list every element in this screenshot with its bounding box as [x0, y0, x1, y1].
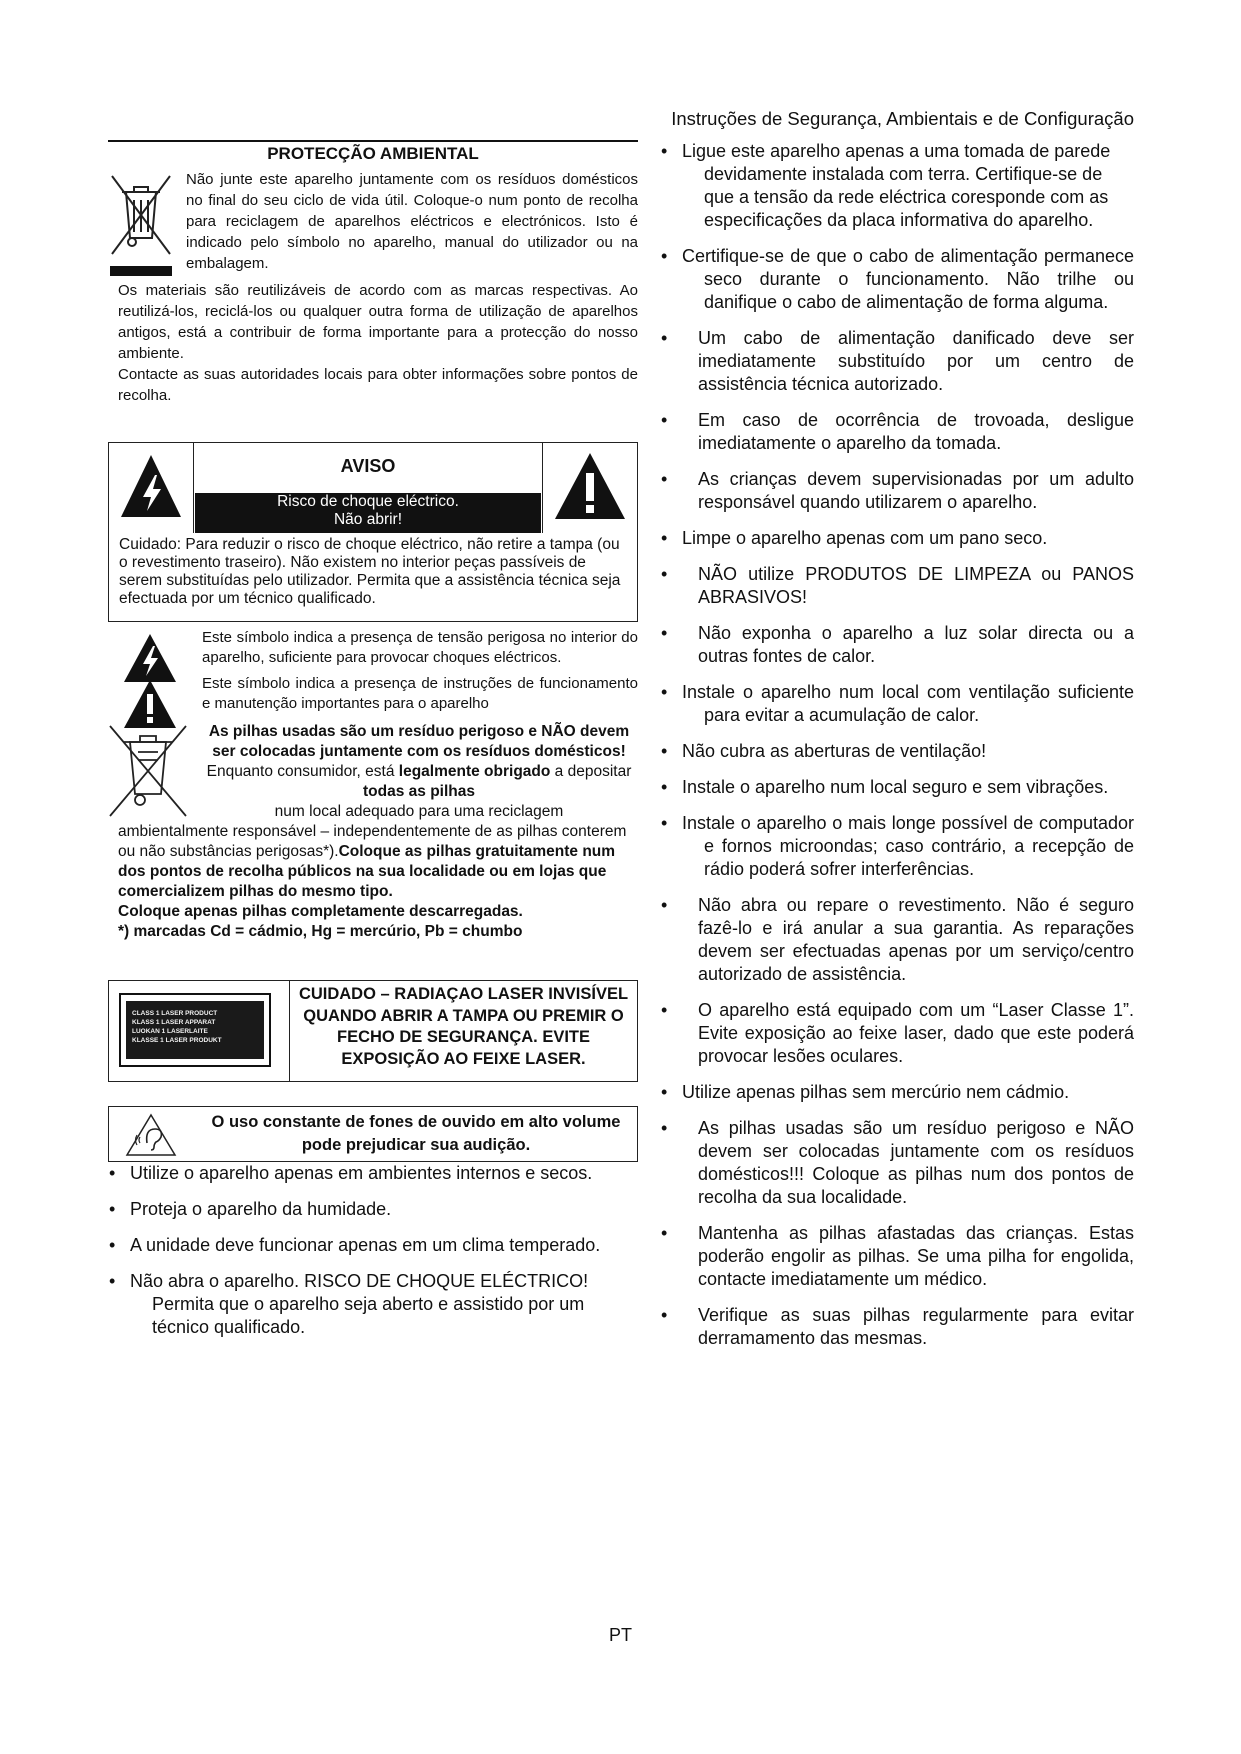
laser-label-line: LUOKAN 1 LASERLAITE: [132, 1028, 208, 1035]
list-item-text: • Instale o aparelho num local com ventilação suficiente para evitar a acumulação de calor.: [682, 682, 1134, 725]
hearing-warning-box: [108, 1106, 638, 1162]
list-item: [660, 740, 1134, 763]
list-item-text: • Um cabo de alimentação danificado deve ser imediatamente substituído por um centro de assistência técnica autorizado.: [698, 328, 1134, 394]
battery-bold-1: As pilhas usadas são um resíduo perigoso e NÃO devem ser colocadas juntamente com os resíduos domésticos!: [208, 723, 630, 760]
list-item: [660, 1304, 1134, 1350]
list-item: [660, 527, 1134, 550]
aviso-band-line1: Risco de choque eléctrico.: [277, 493, 459, 510]
environment-intro-block: [108, 166, 638, 278]
list-item-text: • Ligue este aparelho apenas a uma tomada de parede devidamente instalada com terra. Certifique-se de que a tensão da rede eléctrica coresponde com as especificações da placa informativa do aparelho.: [682, 141, 1111, 230]
laser-class-label: [119, 993, 271, 1067]
list-item-text: • A unidade deve funcionar apenas em um clima temperado.: [130, 1235, 601, 1255]
list-item-text: • Não abra ou repare o revestimento. Não é seguro fazê-lo e irá anular a sua garantia. As reparações devem ser efectuadas apenas por um serviço/centro autorizado de assistência.: [698, 895, 1134, 984]
list-item: [660, 622, 1134, 668]
laser-class-label-inner: [126, 1001, 264, 1059]
list-item-text: • Certifique-se de que o cabo de alimentação permanece seco durante o funcionamento. Não trilhe ou danifique o cabo de alimentação de forma alguma.: [682, 246, 1134, 312]
aviso-title: AVISO: [340, 456, 396, 476]
list-item: [660, 681, 1134, 727]
aviso-caution-text: Cuidado: Para reduzir o risco de choque eléctrico, não retire a tampa (ou o revestimento traseiro). Não existem no interior peças passíveis de serem substituídas pelo utilizador. Permita que a assistência técnica seja efectuada por um técnico qualificado.: [119, 536, 621, 607]
battery-text-3: num local adequado para uma reciclagem: [274, 803, 564, 820]
laser-label-line: KLASS 1 LASER APPARAT: [132, 1019, 216, 1026]
aviso-center-cell: [195, 443, 541, 533]
battery-text-4: ambientalmente responsável – independentemente de as pilhas conterem ou não substâncias perigosas*).: [118, 823, 627, 860]
battery-bold-5: Coloque apenas pilhas completamente descarregadas.: [118, 903, 523, 920]
list-item-text: • Instale o aparelho o mais longe possível de computador e fornos microondas; caso contrário, a recepção de rádio poderá sofrer interferências.: [682, 813, 1134, 879]
list-item: [660, 140, 1134, 232]
instructions-symbol-row: [108, 674, 638, 714]
list-item-text: • Mantenha as pilhas afastadas das crianças. Estas poderão engolir as pilhas. Se uma pilha for engolida, contacte imediatamente um médico.: [698, 1223, 1134, 1289]
battery-bold-3: todas as pilhas: [363, 783, 475, 800]
exclamation-warning-icon: [543, 443, 637, 533]
aviso-left-cell: [109, 443, 194, 533]
aviso-band: [195, 493, 541, 533]
page-footer-language: PT: [608, 1625, 632, 1645]
battery-bold-2: legalmente obrigado: [398, 763, 551, 780]
list-item-text: • Instale o aparelho num local seguro e sem vibrações.: [682, 777, 1109, 797]
weee-crossed-bin-icon: [108, 170, 174, 278]
battery-crossed-bin-icon: [108, 724, 188, 818]
list-item-text: • Verifique as suas pilhas regularmente para evitar derramamento das mesmas.: [698, 1305, 1134, 1348]
environment-intro-text: Não junte este aparelho juntamente com os resíduos domésticos no final do seu ciclo de vida útil. Coloque-o num ponto de recolha para reciclagem de aparelhos eléctricos e electrónicos. Isto é indicado pelo símbolo no aparelho, manual do utilizador ou na embalagem.: [186, 171, 638, 272]
aviso-warning-box: [108, 442, 638, 622]
environment-body: [108, 280, 638, 406]
instructions-symbol-text: Este símbolo indica a presença de instruções de funcionamento e manutenção importantes para o aparelho: [202, 675, 638, 712]
list-item: [108, 1234, 638, 1257]
left-column: [108, 140, 638, 1352]
list-item: [108, 1162, 638, 1185]
battery-text-1: Enquanto consumidor, está: [206, 763, 395, 780]
page-header-title: Instruções de Segurança, Ambientais e de Configuração: [671, 108, 1134, 129]
right-column: [660, 140, 1134, 1363]
hearing-warning-icon: [125, 1113, 177, 1157]
list-item: [660, 409, 1134, 455]
battery-bold-6: *) marcadas Cd = cádmio, Hg = mercúrio, Pb = chumbo: [118, 923, 523, 940]
list-item: [660, 245, 1134, 314]
list-item: [108, 1270, 638, 1339]
list-item-text: • O aparelho está equipado com um “Laser Classe 1”. Evite exposição ao feixe laser, dado que este poderá provocar lesões oculares.: [698, 1000, 1134, 1066]
list-item-text: • Utilize apenas pilhas sem mercúrio nem cádmio.: [682, 1082, 1070, 1102]
environment-contact-text: Contacte as suas autoridades locais para obter informações sobre pontos de recolha.: [118, 366, 638, 404]
list-item: [660, 1081, 1134, 1104]
list-item: [660, 468, 1134, 514]
battery-details: [108, 822, 638, 942]
hearing-warning-text: O uso constante de fones de ouvido em alto volume pode prejudicar sua audição.: [211, 1113, 621, 1154]
list-item-text: • NÃO utilize PRODUTOS DE LIMPEZA ou PANOS ABRASIVOS!: [698, 564, 1134, 607]
list-item: [660, 327, 1134, 396]
laser-label-line: CLASS 1 LASER PRODUCT: [132, 1010, 218, 1017]
environment-title: PROTECÇÃO AMBIENTAL: [108, 140, 638, 166]
list-item: [660, 1222, 1134, 1291]
laser-label-line: KLASSE 1 LASER PRODUKT: [132, 1037, 222, 1044]
list-item: [660, 812, 1134, 881]
list-item-text: • Em caso de ocorrência de trovoada, desligue imediatamente o aparelho da tomada.: [698, 410, 1134, 453]
voltage-symbol-text: Este símbolo indica a presença de tensão perigosa no interior do aparelho, suficiente para provocar choques eléctricos.: [202, 629, 638, 666]
list-item: [660, 1117, 1134, 1209]
list-item-text: • Limpe o aparelho apenas com um pano seco.: [682, 528, 1048, 548]
left-bullet-list: [108, 1162, 638, 1339]
list-item: [660, 894, 1134, 986]
laser-warning-text: CUIDADO – RADIAÇAO LASER INVISÍVEL QUANDO ABRIR A TAMPA OU PREMIR O FECHO DE SEGURANÇA. EVITE EXPOSIÇÃO AO FEIXE LASER.: [289, 981, 637, 1081]
list-item-text: • Não exponha o aparelho a luz solar directa ou a outras fontes de calor.: [698, 623, 1134, 666]
environment-body-text: Os materiais são reutilizáveis de acordo com as marcas respectivas. Ao reutilizá-los, reciclá-los ou qualquer outra forma de utilização de aparelhos antigos, está a contribuir de forma importante para a protecção do nosso ambiente.: [118, 282, 638, 362]
list-item: [660, 776, 1134, 799]
aviso-band-line2: Não abrir!: [333, 511, 403, 528]
list-item: [660, 999, 1134, 1068]
aviso-right-cell: [542, 443, 637, 533]
list-item-text: • Utilize o aparelho apenas em ambientes internos e secos.: [130, 1163, 593, 1183]
list-item-text: • As crianças devem supervisionadas por um adulto responsável quando utilizarem o aparelho.: [698, 469, 1134, 512]
battery-disposal-block: [108, 722, 638, 942]
right-bullet-list: [660, 140, 1134, 1350]
battery-bold-4: Coloque as pilhas gratuitamente num dos pontos de recolha públicos na sua localidade ou em lojas que comercializem pilhas do mesmo tipo.: [118, 843, 616, 900]
voltage-symbol-row: [108, 628, 638, 668]
battery-text-2: a depositar: [550, 763, 632, 780]
list-item-text: • As pilhas usadas são um resíduo perigoso e NÃO devem ser colocadas juntamente com os resíduos domésticos!!! Coloque as pilhas num dos pontos de recolha da sua localidade.: [698, 1118, 1134, 1207]
electric-shock-warning-icon: [109, 443, 193, 533]
list-item-text: • Não abra o aparelho. RISCO DE CHOQUE ELÉCTRICO! Permita que o aparelho seja aberto e assistido por um técnico qualificado.: [130, 1271, 589, 1337]
laser-warning-box: [108, 980, 638, 1082]
list-item-text: • Proteja o aparelho da humidade.: [130, 1199, 392, 1219]
list-item: [108, 1198, 638, 1221]
list-item: [660, 563, 1134, 609]
list-item-text: • Não cubra as aberturas de ventilação!: [682, 741, 987, 761]
